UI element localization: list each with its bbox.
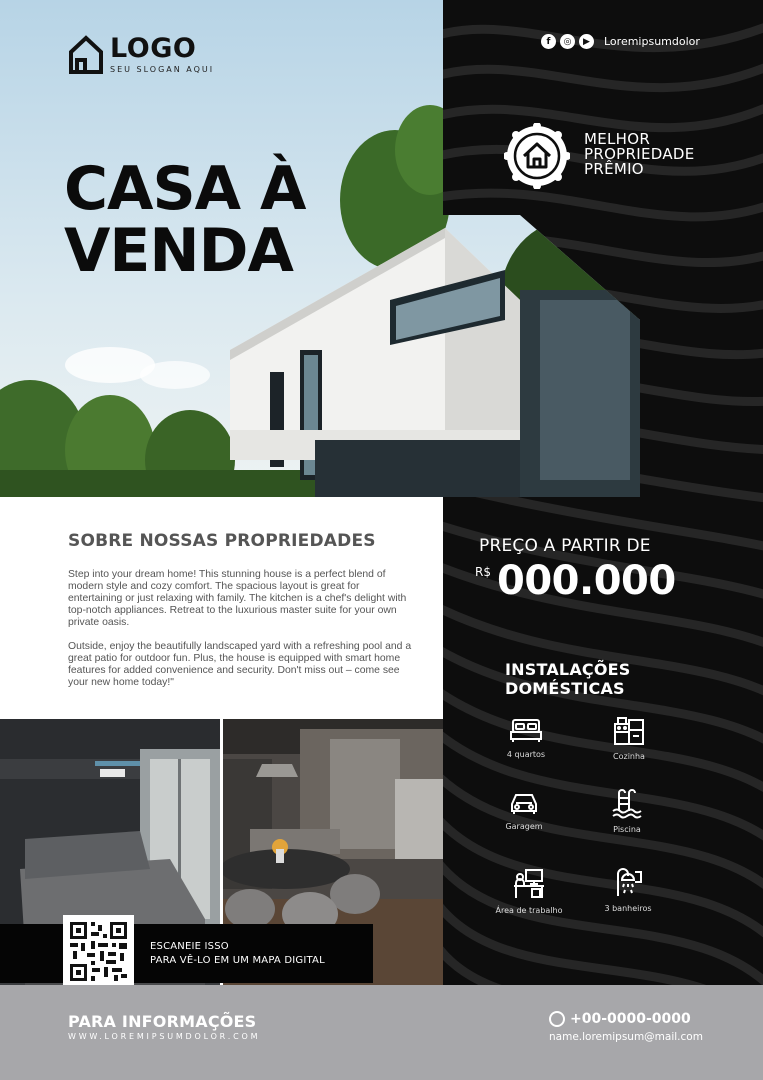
footer-phone-number: +00-0000-0000 <box>570 1011 691 1027</box>
desk-icon <box>512 868 546 900</box>
feature-pool <box>587 787 667 834</box>
social-links <box>541 34 700 49</box>
house-logo-icon <box>68 34 104 74</box>
youtube-icon[interactable]: ▶ <box>579 34 594 49</box>
footer-phone[interactable] <box>549 1011 691 1027</box>
feature-label: 4 quartos <box>506 750 546 759</box>
logo-text: LOGO <box>110 32 197 64</box>
award-line-1: MELHOR <box>584 130 651 148</box>
about-section <box>0 497 443 719</box>
about-paragraph-1: Step into your dream home! This stunning house is a perfect blend of modern style and cozy comfort. The spacious layout is great for entertaining or just relaxing with family. The kitchen is a chef's delight with top-notch appliances. Retreat to the luxurious master suite for your own private oasis. <box>68 569 407 628</box>
award-seal-icon <box>504 123 570 189</box>
about-body <box>68 569 413 701</box>
footer <box>0 985 763 1080</box>
instagram-icon[interactable]: ◎ <box>560 34 575 49</box>
feature-label: Piscina <box>613 825 641 834</box>
pool-icon <box>611 787 643 819</box>
page-title <box>64 154 306 286</box>
title-line-1: CASA À <box>64 154 306 224</box>
whatsapp-icon <box>549 1011 565 1027</box>
qr-caption <box>150 940 325 968</box>
facebook-icon[interactable]: f <box>541 34 556 49</box>
about-paragraph-2: Outside, enjoy the beautifully landscaped yard with a refreshing pool and a great patio for outdoor fun. Plus, the house is equipped with smart home features for added convenience and security. Don't miss out – come see your new home today!" <box>68 641 412 688</box>
feature-garage <box>484 790 564 831</box>
qr-caption-line-2: PARA VÊ-LO EM UM MAPA DIGITAL <box>150 955 325 966</box>
title-line-2: VENDA <box>64 216 293 286</box>
brand-logo <box>68 34 214 74</box>
award-line-3: PRÊMIO <box>584 160 644 178</box>
price-label: PREÇO A PARTIR DE <box>479 536 651 556</box>
social-handle[interactable]: Loremipsumdolor <box>604 35 700 48</box>
price-currency: R$ <box>475 565 491 579</box>
feature-workspace <box>489 868 569 915</box>
award-text <box>584 132 695 177</box>
qr-caption-line-1: ESCANEIE ISSO <box>150 941 229 952</box>
feature-label: Cozinha <box>613 752 645 761</box>
bed-icon <box>510 716 542 744</box>
award-line-2: PROPRIEDADE <box>584 145 695 163</box>
price-value: 000.000 <box>497 558 676 604</box>
features-title-line-2: DOMÉSTICAS <box>505 679 625 698</box>
features-title-line-1: INSTALAÇÕES <box>505 660 631 679</box>
feature-label: Garagem <box>505 822 543 831</box>
shower-icon <box>612 866 644 898</box>
qr-code-icon <box>70 922 127 981</box>
feature-bedrooms <box>486 716 566 759</box>
about-heading: SOBRE NOSSAS PROPRIEDADES <box>68 531 376 551</box>
footer-email[interactable]: name.loremipsum@mail.com <box>549 1031 703 1043</box>
footer-info-label: PARA INFORMAÇÕES <box>68 1012 257 1031</box>
feature-label: 3 banheiros <box>604 904 652 913</box>
features-title <box>505 660 631 698</box>
feature-label: Área de trabalho <box>495 906 563 915</box>
feature-kitchen <box>589 714 669 761</box>
kitchen-icon <box>613 714 645 746</box>
logo-slogan: SEU SLOGAN AQUI <box>110 64 215 74</box>
qr-code[interactable] <box>63 915 134 988</box>
feature-bathrooms <box>588 866 668 913</box>
car-icon <box>509 790 539 816</box>
footer-website[interactable]: WWW.LOREMIPSUMDOLOR.COM <box>68 1032 261 1041</box>
